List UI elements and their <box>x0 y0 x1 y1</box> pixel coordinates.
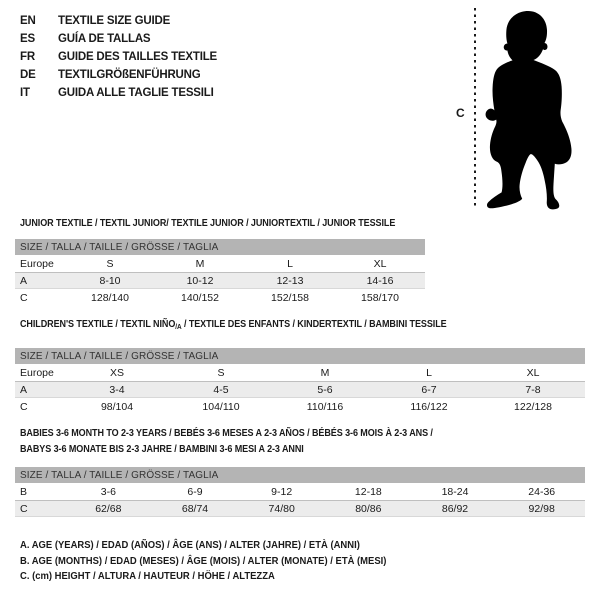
table-row <box>15 364 585 381</box>
language-code: EN <box>20 15 36 27</box>
table-cell: XL <box>526 366 540 379</box>
language-title: GUÍA DE TALLAS <box>58 33 151 45</box>
table-cell: 128/140 <box>91 291 129 304</box>
language-list <box>20 12 217 102</box>
height-label: C <box>456 106 465 120</box>
row-label: Europe <box>20 366 54 379</box>
row-label: A <box>20 383 28 396</box>
table-row <box>15 398 585 415</box>
table-row <box>15 255 425 272</box>
language-row <box>20 12 217 30</box>
table-cell: 116/122 <box>410 400 448 413</box>
babies-table-title <box>20 426 500 457</box>
table-cell: 86/92 <box>441 502 469 515</box>
note-age-months <box>20 554 427 570</box>
table-cell: 12-13 <box>276 274 304 287</box>
table-cell: 14-16 <box>366 274 394 287</box>
row-label: Europe <box>20 257 54 270</box>
language-row <box>20 48 217 66</box>
table-cell: 68/74 <box>181 502 209 515</box>
table-cell: 8-10 <box>99 274 121 287</box>
size-header-bar <box>15 348 585 364</box>
table-row <box>15 289 425 306</box>
language-code: IT <box>20 87 30 99</box>
size-header-bar <box>15 239 425 255</box>
babies-title-line2: BABYS 3-6 MONATE BIS 2-3 JAHRE / BAMBINI 3-6 MESI A 2-3 ANNI <box>20 442 304 455</box>
children-size-table <box>15 348 585 415</box>
table-cell: 9-12 <box>271 485 293 498</box>
table-cell: 80/86 <box>355 502 382 515</box>
table-cell: 5-6 <box>317 383 333 396</box>
baby-silhouette-icon <box>482 9 574 211</box>
language-row <box>20 84 217 102</box>
table-cell: XL <box>373 257 387 270</box>
table-cell: 12-18 <box>354 485 382 498</box>
table-row <box>15 381 585 398</box>
junior-table-title-text: JUNIOR TEXTILE / TEXTIL JUNIOR/ TEXTILE JUNIOR / JUNIORTEXTIL / JUNIOR TESSILE <box>20 217 396 229</box>
language-row <box>20 66 217 84</box>
table-cell: L <box>287 257 293 270</box>
row-label: A <box>20 274 28 287</box>
table-cell: 10-12 <box>186 274 214 287</box>
children-title-post: / TEXTILE DES ENFANTS / KINDERTEXTIL / BAMBINI TESSILE <box>181 318 447 330</box>
table-cell: 104/110 <box>202 400 240 413</box>
table-cell: 4-5 <box>213 383 229 396</box>
table-cell: 6-7 <box>421 383 437 396</box>
language-code: ES <box>20 33 35 45</box>
size-header-text: SIZE / TALLA / TAILLE / GRÖSSE / TAGLIA <box>20 241 219 253</box>
size-header-text: SIZE / TALLA / TAILLE / GRÖSSE / TAGLIA <box>20 469 219 481</box>
table-cell: 140/152 <box>181 291 219 304</box>
table-cell: M <box>320 366 330 379</box>
children-table-title-text <box>20 317 447 335</box>
table-cell: 18-24 <box>441 485 469 498</box>
height-dashed-line <box>473 8 477 209</box>
language-row <box>20 30 217 48</box>
language-title: GUIDE DES TAILLES TEXTILE <box>58 51 217 63</box>
junior-size-table <box>15 239 425 306</box>
children-title-sub: /A <box>175 322 182 331</box>
children-title-pre: CHILDREN'S TEXTILE / TEXTIL NIÑO <box>20 318 176 330</box>
language-code: FR <box>20 51 35 63</box>
table-cell: 92/98 <box>528 502 555 515</box>
row-label: C <box>20 502 28 515</box>
size-header-bar <box>15 467 585 483</box>
table-cell: 3-6 <box>100 485 116 498</box>
table-cell: 110/116 <box>306 400 344 413</box>
language-title: GUIDA ALLE TAGLIE TESSILI <box>58 87 214 99</box>
table-cell: 158/170 <box>361 291 399 304</box>
table-cell: 24-36 <box>528 485 556 498</box>
row-label: C <box>20 400 28 413</box>
language-title: TEXTILE SIZE GUIDE <box>58 15 171 27</box>
children-table-title <box>20 317 516 335</box>
table-row <box>15 483 585 500</box>
table-cell: 98/104 <box>100 400 134 413</box>
note-height <box>20 569 427 585</box>
note-age-months-text: B. AGE (MONTHS) / EDAD (MESES) / ÂGE (MOIS) / ALTER (MONATE) / ETÀ (MESI) <box>20 554 387 567</box>
language-title: TEXTILGRÖßENFÜHRUNG <box>58 69 201 81</box>
babies-title-line1: BABIES 3-6 MONTH TO 2-3 YEARS / BEBÉS 3-6 MESES A 2-3 AÑOS / BÉBÉS 3-6 MOIS À 2-3 ANS / <box>20 427 433 439</box>
table-cell: 122/128 <box>514 400 552 413</box>
table-cell: 3-4 <box>109 383 125 396</box>
table-cell: S <box>106 257 114 270</box>
note-age-years <box>20 538 427 554</box>
table-cell: L <box>426 366 432 379</box>
row-label: C <box>20 291 28 304</box>
note-age-years-text: A. AGE (YEARS) / EDAD (AÑOS) / ÂGE (ANS) / ALTER (JAHRE) / ETÀ (ANNI) <box>20 539 360 551</box>
note-height-text: C. (cm) HEIGHT / ALTURA / HAUTEUR / HÖHE / ALTEZZA <box>20 570 275 582</box>
table-cell: 62/68 <box>95 502 122 515</box>
table-cell: S <box>217 366 225 379</box>
table-cell: 6-9 <box>187 485 203 498</box>
table-cell: XS <box>109 366 124 379</box>
legend-notes <box>20 538 427 585</box>
language-code: DE <box>20 69 36 81</box>
table-cell: 152/158 <box>271 291 309 304</box>
babies-size-table <box>15 467 585 517</box>
row-label: B <box>20 485 28 498</box>
table-cell: M <box>195 257 205 270</box>
table-cell: 7-8 <box>525 383 541 396</box>
junior-table-title <box>20 216 456 232</box>
table-row <box>15 500 585 517</box>
table-cell: 74/80 <box>268 502 295 515</box>
table-row <box>15 272 425 289</box>
size-header-text: SIZE / TALLA / TAILLE / GRÖSSE / TAGLIA <box>20 350 219 362</box>
